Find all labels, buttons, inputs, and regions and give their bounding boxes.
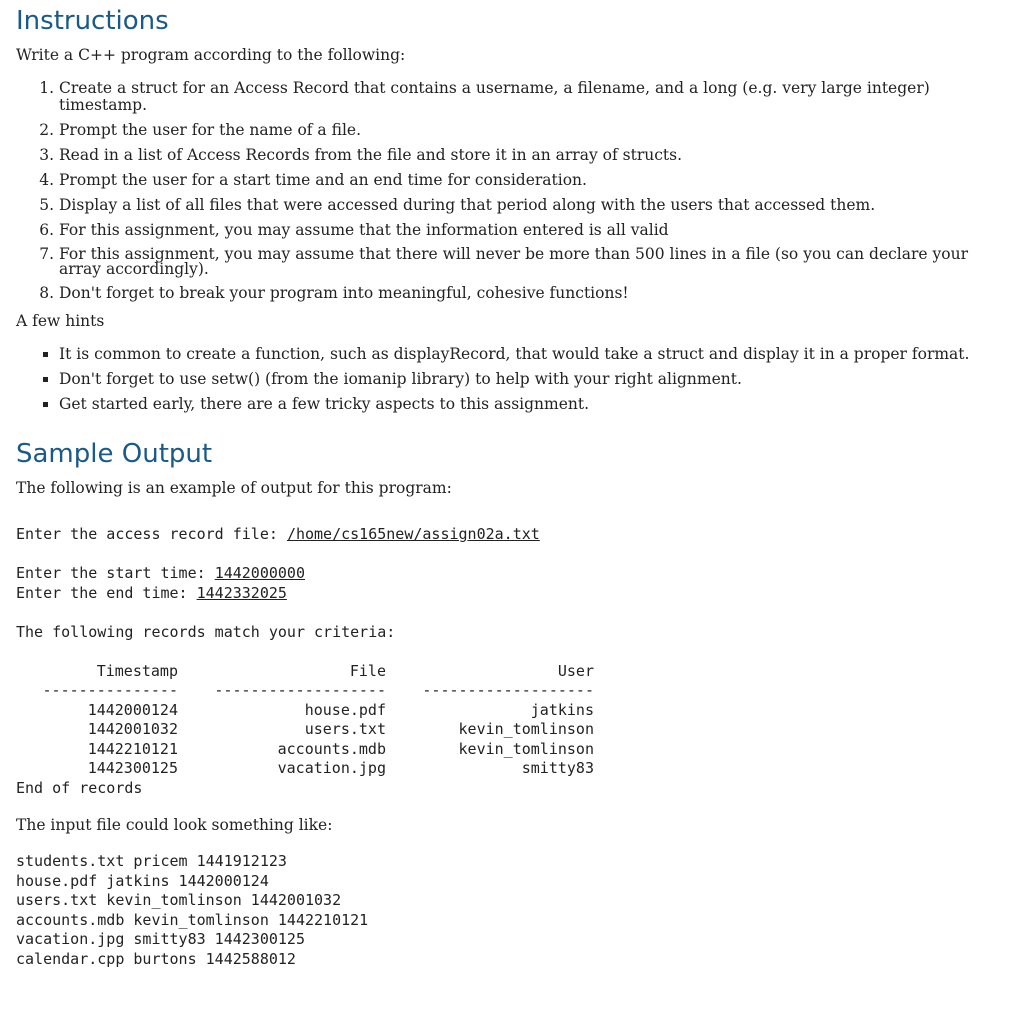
list-item: 7. For this assignment, you may assume that there will never be more than 500 lines in a file (so you can declare your array accordingly). xyxy=(59,247,1000,277)
list-item: 6. For this assignment, you may assume that the information entered is all valid xyxy=(59,222,1000,239)
start-input-value: 1442000000 xyxy=(214,564,305,582)
input-line: vacation.jpg smitty83 1442300125 xyxy=(16,930,305,948)
input-file-sample xyxy=(16,852,1000,969)
instructions-intro: Write a C++ program according to the following: xyxy=(16,46,406,64)
list-item: 1. Create a struct for an Access Record that contains a username, a filename, and a long (e.g. very large integer) timestamp. xyxy=(59,80,1000,114)
end-input-value: 1442332025 xyxy=(196,583,287,602)
header-file: File xyxy=(349,661,386,680)
sample-output xyxy=(16,525,1000,798)
end-text: End of records xyxy=(16,778,143,797)
cell-file: house.pdf xyxy=(304,700,386,719)
header-timestamp: Timestamp xyxy=(96,661,178,680)
start-prompt: Enter the start time: xyxy=(16,564,215,582)
cell-timestamp: 1442001032 xyxy=(87,720,178,738)
separator: ------------------- xyxy=(214,681,386,699)
file-input-value: /home/cs165new/assign02a.txt xyxy=(286,525,540,543)
file-prompt-line xyxy=(16,525,1000,545)
instructions-title: Instructions xyxy=(16,6,169,36)
cell-file: users.txt xyxy=(304,720,386,738)
hints-list xyxy=(16,346,1000,413)
file-prompt: Enter the access record file: xyxy=(16,525,287,543)
table-row xyxy=(16,759,594,779)
sample-intro: The following is an example of output for this program: xyxy=(16,479,452,497)
table-row xyxy=(16,720,594,740)
list-item: ▪ It is common to create a function, such as displayRecord, that would take a struct and display it in a proper format. xyxy=(59,346,1000,363)
table-separator-row xyxy=(16,681,594,701)
end-prompt-line xyxy=(16,584,1000,604)
list-item: 4. Prompt the user for a start time and an end time for consideration. xyxy=(59,172,1000,189)
cell-file: vacation.jpg xyxy=(277,759,386,777)
cell-file: accounts.mdb xyxy=(277,739,386,758)
list-item: 5. Display a list of all files that were accessed during that period along with the users that accessed them. xyxy=(59,197,1000,214)
list-item: ▪ Get started early, there are a few tricky aspects to this assignment. xyxy=(59,396,1000,413)
hints-heading: A few hints xyxy=(16,312,105,330)
separator: ------------------- xyxy=(422,681,594,699)
list-item: 3. Read in a list of Access Records from the file and store it in an array of structs. xyxy=(59,147,1000,164)
match-text: The following records match your criteria: xyxy=(16,622,396,641)
input-line: students.txt pricem 1441912123 xyxy=(16,852,287,870)
cell-user: kevin_tomlinson xyxy=(458,720,594,738)
cell-user: smitty83 xyxy=(521,759,594,777)
input-line: accounts.mdb kevin_tomlinson 1442210121 xyxy=(16,910,369,929)
table-row xyxy=(16,740,594,760)
input-line: calendar.cpp burtons 1442588012 xyxy=(16,949,296,968)
list-item: 8. Don't forget to break your program into meaningful, cohesive functions! xyxy=(59,285,1000,302)
cell-timestamp: 1442300125 xyxy=(87,759,178,777)
cell-user: jatkins xyxy=(530,700,594,719)
list-item: 2. Prompt the user for the name of a file. xyxy=(59,122,1000,139)
cell-timestamp: 1442000124 xyxy=(87,700,178,719)
records-table xyxy=(16,662,594,779)
sample-title: Sample Output xyxy=(16,439,213,469)
header-user: User xyxy=(557,661,594,680)
table-row xyxy=(16,701,594,721)
table-header-row xyxy=(16,662,594,682)
steps-list xyxy=(16,80,1000,302)
cell-user: kevin_tomlinson xyxy=(458,739,594,758)
separator: --------------- xyxy=(42,681,178,699)
end-prompt: Enter the end time: xyxy=(16,583,197,602)
start-prompt-line xyxy=(16,564,1000,584)
list-item: ▪ Don't forget to use setw() (from the iomanip library) to help with your right alignment. xyxy=(59,371,1000,388)
input-intro: The input file could look something like: xyxy=(16,816,333,834)
input-line: house.pdf jatkins 1442000124 xyxy=(16,871,269,890)
cell-timestamp: 1442210121 xyxy=(87,739,178,758)
input-line: users.txt kevin_tomlinson 1442001032 xyxy=(16,891,342,909)
